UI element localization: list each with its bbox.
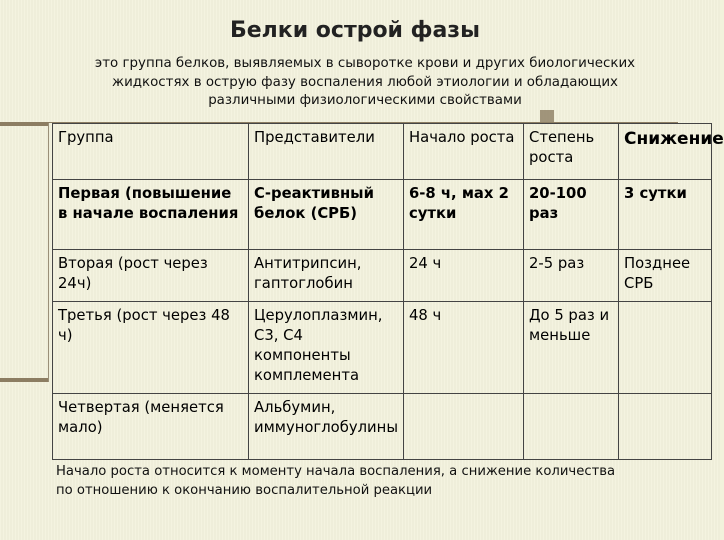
header-cell-growth-start: Начало роста	[404, 124, 524, 180]
table-cell: С-реактивный белок (СРБ)	[249, 180, 404, 250]
table-cell: Третья (рост через 48 ч)	[53, 302, 249, 394]
header-cell-group: Группа	[53, 124, 249, 180]
table-row	[53, 302, 712, 394]
table-cell: Церулоплазмин, С3, С4 компоненты комплемента	[249, 302, 404, 394]
table-cell: Вторая (рост через 24ч)	[53, 250, 249, 302]
table-cell: До 5 раз и меньше	[524, 302, 619, 394]
table-cell: 24 ч	[404, 250, 524, 302]
header-cell-representatives: Представители	[249, 124, 404, 180]
slide-title: Белки острой фазы	[229, 18, 480, 43]
header-cell-growth-degree: Степень роста	[524, 124, 619, 180]
table-cell: Четвертая (меняется мало)	[53, 394, 249, 460]
table-row	[53, 394, 712, 460]
table-header-row	[53, 124, 712, 180]
table-cell	[524, 394, 619, 460]
table-cell: Первая (повышение в начале воспаления	[53, 180, 249, 250]
table-cell: 2-5 раз	[524, 250, 619, 302]
table-cell: 6-8 ч, мах 2 сутки	[404, 180, 524, 250]
table-row	[53, 180, 712, 250]
table-cell	[619, 302, 712, 394]
subtitle-line: это группа белков, выявляемых в сыворотке крови и других биологических	[94, 56, 636, 71]
decorative-side-bar	[0, 122, 49, 382]
table-row	[53, 250, 712, 302]
accent-block	[540, 110, 554, 122]
table-cell	[404, 394, 524, 460]
table-cell	[619, 394, 712, 460]
slide-subtitle	[50, 55, 680, 111]
footnote-line: Начало роста относится к моменту начала воспаления, а снижение количества	[56, 464, 616, 479]
table-cell: 3 сутки	[619, 180, 712, 250]
side-stripe	[0, 122, 48, 126]
table-cell: Позднее СРБ	[619, 250, 712, 302]
table-cell: 48 ч	[404, 302, 524, 394]
table-cell: Антитрипсин, гаптоглобин	[249, 250, 404, 302]
subtitle-line: жидкостях в острую фазу воспаления любой этиологии и обладающих	[112, 74, 618, 90]
subtitle-line: различными физиологическими свойствами	[208, 93, 522, 108]
footnote-line: по отношению к окончанию воспалительной реакции	[56, 483, 433, 498]
acute-phase-proteins-table	[52, 123, 724, 460]
table-cell: 20-100 раз	[524, 180, 619, 250]
table-cell: Альбумин, иммуноглобулины	[249, 394, 404, 460]
header-cell-decrease: Снижение	[619, 124, 712, 180]
side-stripe	[0, 378, 48, 382]
footnote	[56, 462, 696, 500]
